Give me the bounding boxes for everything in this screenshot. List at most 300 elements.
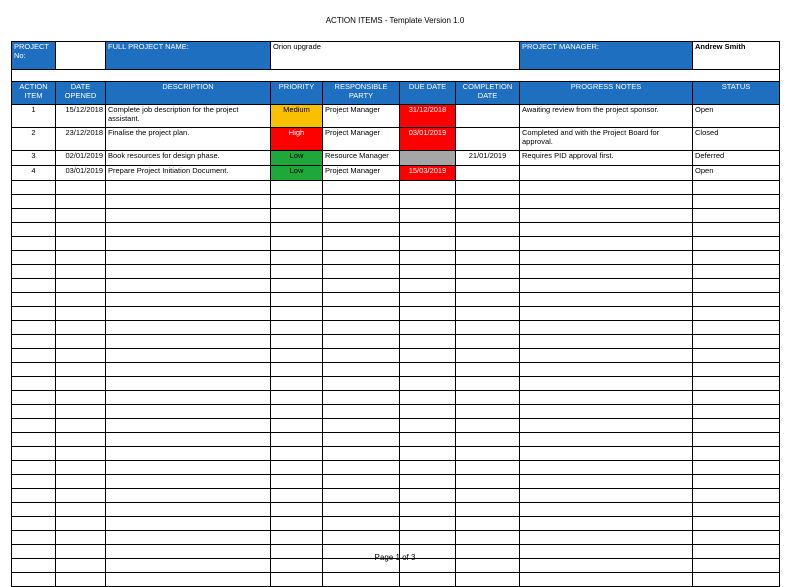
empty-cell[interactable] — [520, 321, 693, 335]
empty-cell[interactable] — [323, 475, 400, 489]
empty-cell[interactable] — [56, 279, 106, 293]
empty-cell[interactable] — [323, 293, 400, 307]
empty-cell[interactable] — [520, 489, 693, 503]
empty-cell[interactable] — [456, 405, 520, 419]
empty-cell[interactable] — [106, 335, 271, 349]
empty-cell[interactable] — [106, 279, 271, 293]
cell-item[interactable]: 1 — [12, 105, 56, 128]
cell-completion[interactable] — [456, 128, 520, 151]
empty-table-row — [12, 461, 780, 475]
empty-cell[interactable] — [106, 251, 271, 265]
cell-opened[interactable]: 02/01/2019 — [56, 151, 106, 166]
empty-cell[interactable] — [56, 349, 106, 363]
empty-cell[interactable] — [12, 489, 56, 503]
spacer-row — [12, 70, 780, 82]
empty-cell[interactable] — [693, 237, 780, 251]
empty-cell[interactable] — [400, 363, 456, 377]
empty-cell[interactable] — [12, 475, 56, 489]
empty-cell[interactable] — [400, 433, 456, 447]
empty-cell[interactable] — [12, 293, 56, 307]
cell-opened[interactable]: 03/01/2019 — [56, 166, 106, 181]
cell-description[interactable]: Prepare Project Initiation Document. — [106, 166, 271, 181]
cell-completion[interactable] — [456, 166, 520, 181]
empty-cell[interactable] — [271, 307, 323, 321]
empty-cell[interactable] — [323, 349, 400, 363]
empty-cell[interactable] — [271, 279, 323, 293]
cell-status[interactable]: Open — [693, 105, 780, 128]
empty-cell[interactable] — [456, 433, 520, 447]
empty-cell[interactable] — [271, 517, 323, 531]
empty-cell[interactable] — [520, 279, 693, 293]
empty-cell[interactable] — [323, 461, 400, 475]
empty-cell[interactable] — [271, 475, 323, 489]
empty-table-row — [12, 433, 780, 447]
empty-cell[interactable] — [56, 195, 106, 209]
cell-priority[interactable]: Medium — [271, 105, 323, 128]
empty-cell[interactable] — [323, 321, 400, 335]
cell-item[interactable]: 3 — [12, 151, 56, 166]
empty-cell[interactable] — [400, 265, 456, 279]
empty-cell[interactable] — [400, 335, 456, 349]
empty-table-row — [12, 293, 780, 307]
col-due-date: DUE DATE — [400, 82, 456, 105]
empty-cell[interactable] — [400, 195, 456, 209]
empty-cell[interactable] — [400, 447, 456, 461]
empty-cell[interactable] — [323, 335, 400, 349]
table-row — [12, 151, 780, 166]
empty-cell[interactable] — [106, 195, 271, 209]
empty-cell[interactable] — [271, 293, 323, 307]
empty-cell[interactable] — [106, 489, 271, 503]
empty-cell[interactable] — [12, 391, 56, 405]
empty-cell[interactable] — [106, 307, 271, 321]
empty-cell[interactable] — [520, 363, 693, 377]
cell-status[interactable]: Open — [693, 166, 780, 181]
cell-item[interactable]: 2 — [12, 128, 56, 151]
empty-cell[interactable] — [106, 209, 271, 223]
empty-cell[interactable] — [271, 195, 323, 209]
empty-cell[interactable] — [271, 377, 323, 391]
cell-priority[interactable]: Low — [271, 166, 323, 181]
empty-cell[interactable] — [56, 475, 106, 489]
empty-cell[interactable] — [106, 237, 271, 251]
empty-cell[interactable] — [323, 195, 400, 209]
empty-cell[interactable] — [56, 517, 106, 531]
empty-cell[interactable] — [271, 461, 323, 475]
empty-cell[interactable] — [106, 265, 271, 279]
cell-status[interactable]: Closed — [693, 128, 780, 151]
empty-cell[interactable] — [400, 517, 456, 531]
empty-cell[interactable] — [12, 265, 56, 279]
empty-cell[interactable] — [56, 461, 106, 475]
empty-cell[interactable] — [520, 461, 693, 475]
empty-cell[interactable] — [400, 237, 456, 251]
empty-cell[interactable] — [12, 405, 56, 419]
empty-cell[interactable] — [693, 321, 780, 335]
empty-cell[interactable] — [271, 251, 323, 265]
empty-cell[interactable] — [520, 209, 693, 223]
empty-cell[interactable] — [693, 503, 780, 517]
cell-opened[interactable]: 15/12/2018 — [56, 105, 106, 128]
empty-cell[interactable] — [12, 335, 56, 349]
empty-cell[interactable] — [520, 349, 693, 363]
project-no-value[interactable] — [56, 42, 106, 70]
cell-priority[interactable]: High — [271, 128, 323, 151]
empty-cell[interactable] — [56, 307, 106, 321]
empty-cell[interactable] — [56, 405, 106, 419]
empty-cell[interactable] — [520, 391, 693, 405]
cell-due[interactable]: 31/12/2018 — [400, 105, 456, 128]
empty-cell[interactable] — [456, 391, 520, 405]
empty-cell[interactable] — [400, 461, 456, 475]
empty-cell[interactable] — [323, 531, 400, 545]
empty-cell[interactable] — [106, 433, 271, 447]
empty-cell[interactable] — [456, 265, 520, 279]
empty-cell[interactable] — [456, 447, 520, 461]
empty-cell[interactable] — [693, 475, 780, 489]
empty-cell[interactable] — [456, 209, 520, 223]
empty-cell[interactable] — [106, 349, 271, 363]
cell-priority[interactable]: Low — [271, 151, 323, 166]
cell-notes[interactable]: Awaiting review from the project sponsor. — [520, 105, 693, 128]
cell-due[interactable]: 15/03/2019 — [400, 166, 456, 181]
empty-cell[interactable] — [106, 391, 271, 405]
empty-cell[interactable] — [456, 461, 520, 475]
empty-cell[interactable] — [520, 433, 693, 447]
project-manager-value[interactable]: Andrew Smith — [693, 42, 780, 70]
empty-cell[interactable] — [323, 377, 400, 391]
empty-cell[interactable] — [520, 307, 693, 321]
empty-cell[interactable] — [693, 405, 780, 419]
col-responsible-party: RESPONSIBLE PARTY — [323, 82, 400, 105]
empty-cell[interactable] — [56, 391, 106, 405]
empty-cell[interactable] — [106, 293, 271, 307]
full-project-name-value[interactable]: Orion upgrade — [271, 42, 520, 70]
empty-cell[interactable] — [12, 363, 56, 377]
cell-completion[interactable]: 21/01/2019 — [456, 151, 520, 166]
empty-cell[interactable] — [456, 237, 520, 251]
empty-cell[interactable] — [693, 279, 780, 293]
empty-cell[interactable] — [56, 237, 106, 251]
empty-cell[interactable] — [56, 293, 106, 307]
cell-notes[interactable]: Requires PID approval first. — [520, 151, 693, 166]
empty-cell[interactable] — [323, 405, 400, 419]
empty-cell[interactable] — [693, 335, 780, 349]
cell-status[interactable]: Deferred — [693, 151, 780, 166]
empty-cell[interactable] — [456, 475, 520, 489]
empty-cell[interactable] — [271, 503, 323, 517]
empty-cell[interactable] — [12, 307, 56, 321]
empty-cell[interactable] — [12, 209, 56, 223]
empty-cell[interactable] — [12, 279, 56, 293]
empty-cell[interactable] — [12, 433, 56, 447]
empty-table-row — [12, 377, 780, 391]
empty-cell[interactable] — [56, 321, 106, 335]
empty-cell[interactable] — [323, 391, 400, 405]
empty-cell[interactable] — [323, 279, 400, 293]
empty-cell[interactable] — [693, 181, 780, 195]
empty-cell[interactable] — [56, 377, 106, 391]
cell-description[interactable]: Finalise the project plan. — [106, 128, 271, 151]
empty-cell[interactable] — [456, 517, 520, 531]
empty-cell[interactable] — [56, 251, 106, 265]
empty-cell[interactable] — [400, 223, 456, 237]
empty-cell[interactable] — [271, 321, 323, 335]
empty-cell[interactable] — [56, 363, 106, 377]
empty-cell[interactable] — [456, 279, 520, 293]
empty-cell[interactable] — [456, 573, 520, 587]
empty-cell[interactable] — [456, 293, 520, 307]
empty-cell[interactable] — [456, 181, 520, 195]
empty-cell[interactable] — [56, 209, 106, 223]
empty-table-row — [12, 363, 780, 377]
empty-cell[interactable] — [400, 307, 456, 321]
empty-cell[interactable] — [693, 363, 780, 377]
cell-party[interactable]: Project Manager — [323, 128, 400, 151]
empty-cell[interactable] — [693, 293, 780, 307]
empty-cell[interactable] — [693, 307, 780, 321]
empty-cell[interactable] — [520, 181, 693, 195]
cell-party[interactable]: Project Manager — [323, 166, 400, 181]
empty-cell[interactable] — [400, 209, 456, 223]
empty-cell[interactable] — [323, 363, 400, 377]
empty-cell[interactable] — [106, 405, 271, 419]
empty-cell[interactable] — [400, 279, 456, 293]
empty-cell[interactable] — [271, 489, 323, 503]
empty-cell[interactable] — [693, 265, 780, 279]
empty-table-row — [12, 307, 780, 321]
empty-cell[interactable] — [12, 321, 56, 335]
empty-cell[interactable] — [271, 433, 323, 447]
empty-cell[interactable] — [520, 517, 693, 531]
empty-cell[interactable] — [271, 237, 323, 251]
empty-cell[interactable] — [323, 265, 400, 279]
empty-cell[interactable] — [271, 349, 323, 363]
empty-cell[interactable] — [693, 209, 780, 223]
empty-cell[interactable] — [456, 307, 520, 321]
empty-cell[interactable] — [323, 251, 400, 265]
cell-party[interactable]: Project Manager — [323, 105, 400, 128]
empty-cell[interactable] — [400, 489, 456, 503]
empty-cell[interactable] — [520, 377, 693, 391]
empty-cell[interactable] — [520, 475, 693, 489]
empty-cell[interactable] — [271, 265, 323, 279]
empty-cell[interactable] — [520, 251, 693, 265]
empty-cell[interactable] — [456, 489, 520, 503]
empty-cell[interactable] — [520, 195, 693, 209]
empty-cell[interactable] — [56, 419, 106, 433]
table-row — [12, 128, 780, 151]
empty-cell[interactable] — [56, 447, 106, 461]
empty-cell[interactable] — [456, 531, 520, 545]
cell-notes[interactable] — [520, 166, 693, 181]
empty-cell[interactable] — [693, 573, 780, 587]
empty-cell[interactable] — [400, 503, 456, 517]
empty-cell[interactable] — [400, 349, 456, 363]
empty-cell[interactable] — [323, 237, 400, 251]
cell-item[interactable]: 4 — [12, 166, 56, 181]
empty-cell[interactable] — [693, 517, 780, 531]
empty-cell[interactable] — [106, 461, 271, 475]
cell-description[interactable]: Book resources for design phase. — [106, 151, 271, 166]
empty-cell[interactable] — [323, 573, 400, 587]
empty-cell[interactable] — [12, 461, 56, 475]
empty-cell[interactable] — [271, 223, 323, 237]
empty-cell[interactable] — [12, 349, 56, 363]
empty-cell[interactable] — [693, 531, 780, 545]
empty-cell[interactable] — [271, 447, 323, 461]
empty-cell[interactable] — [693, 391, 780, 405]
empty-cell[interactable] — [400, 405, 456, 419]
empty-cell[interactable] — [56, 433, 106, 447]
empty-cell[interactable] — [400, 377, 456, 391]
empty-cell[interactable] — [323, 433, 400, 447]
empty-cell[interactable] — [400, 391, 456, 405]
empty-cell[interactable] — [56, 489, 106, 503]
full-project-name-label: FULL PROJECT NAME: — [106, 42, 271, 70]
empty-cell[interactable] — [106, 475, 271, 489]
empty-cell[interactable] — [106, 321, 271, 335]
empty-cell[interactable] — [456, 419, 520, 433]
empty-cell[interactable] — [400, 181, 456, 195]
empty-cell[interactable] — [56, 223, 106, 237]
empty-cell[interactable] — [520, 265, 693, 279]
empty-cell[interactable] — [693, 377, 780, 391]
empty-cell[interactable] — [693, 251, 780, 265]
empty-cell[interactable] — [520, 223, 693, 237]
empty-cell[interactable] — [271, 531, 323, 545]
empty-table-row — [12, 489, 780, 503]
empty-cell[interactable] — [12, 573, 56, 587]
empty-cell[interactable] — [12, 517, 56, 531]
empty-cell[interactable] — [56, 503, 106, 517]
empty-cell[interactable] — [456, 335, 520, 349]
empty-cell[interactable] — [520, 503, 693, 517]
empty-table-row — [12, 223, 780, 237]
empty-cell[interactable] — [106, 419, 271, 433]
empty-cell[interactable] — [693, 195, 780, 209]
empty-cell[interactable] — [271, 181, 323, 195]
empty-cell[interactable] — [56, 573, 106, 587]
empty-cell[interactable] — [271, 391, 323, 405]
empty-cell[interactable] — [271, 405, 323, 419]
empty-table-row — [12, 279, 780, 293]
empty-table-row — [12, 503, 780, 517]
cell-opened[interactable]: 23/12/2018 — [56, 128, 106, 151]
empty-cell[interactable] — [106, 573, 271, 587]
empty-cell[interactable] — [520, 419, 693, 433]
empty-cell[interactable] — [400, 573, 456, 587]
empty-cell[interactable] — [693, 349, 780, 363]
empty-cell[interactable] — [456, 503, 520, 517]
empty-cell[interactable] — [106, 377, 271, 391]
empty-cell[interactable] — [456, 321, 520, 335]
empty-cell[interactable] — [271, 335, 323, 349]
empty-cell[interactable] — [456, 223, 520, 237]
empty-cell[interactable] — [12, 251, 56, 265]
empty-cell[interactable] — [106, 531, 271, 545]
empty-cell[interactable] — [12, 419, 56, 433]
cell-due[interactable] — [400, 151, 456, 166]
cell-notes[interactable]: Completed and with the Project Board for approval. — [520, 128, 693, 151]
empty-cell[interactable] — [400, 251, 456, 265]
empty-cell[interactable] — [693, 433, 780, 447]
empty-cell[interactable] — [56, 181, 106, 195]
empty-cell[interactable] — [323, 517, 400, 531]
empty-cell[interactable] — [520, 405, 693, 419]
empty-cell[interactable] — [693, 419, 780, 433]
empty-cell[interactable] — [693, 489, 780, 503]
empty-cell[interactable] — [56, 265, 106, 279]
empty-cell[interactable] — [106, 181, 271, 195]
cell-due[interactable]: 03/01/2019 — [400, 128, 456, 151]
empty-cell[interactable] — [323, 447, 400, 461]
empty-cell[interactable] — [106, 363, 271, 377]
empty-cell[interactable] — [456, 363, 520, 377]
empty-cell[interactable] — [12, 447, 56, 461]
empty-cell[interactable] — [12, 195, 56, 209]
empty-cell[interactable] — [520, 573, 693, 587]
empty-cell[interactable] — [693, 447, 780, 461]
empty-cell[interactable] — [323, 209, 400, 223]
empty-cell[interactable] — [323, 181, 400, 195]
empty-cell[interactable] — [106, 223, 271, 237]
empty-cell[interactable] — [12, 503, 56, 517]
cell-completion[interactable] — [456, 105, 520, 128]
empty-cell[interactable] — [12, 531, 56, 545]
col-description: DESCRIPTION — [106, 82, 271, 105]
empty-cell[interactable] — [400, 531, 456, 545]
empty-cell[interactable] — [56, 335, 106, 349]
empty-cell[interactable] — [400, 419, 456, 433]
empty-cell[interactable] — [520, 447, 693, 461]
empty-cell[interactable] — [323, 223, 400, 237]
empty-cell[interactable] — [323, 307, 400, 321]
empty-cell[interactable] — [323, 419, 400, 433]
empty-cell[interactable] — [520, 335, 693, 349]
empty-cell[interactable] — [12, 237, 56, 251]
empty-cell[interactable] — [323, 489, 400, 503]
empty-cell[interactable] — [456, 195, 520, 209]
col-status: STATUS — [693, 82, 780, 105]
empty-cell[interactable] — [520, 531, 693, 545]
empty-cell[interactable] — [456, 377, 520, 391]
cell-party[interactable]: Resource Manager — [323, 151, 400, 166]
empty-cell[interactable] — [400, 321, 456, 335]
empty-cell[interactable] — [271, 419, 323, 433]
empty-cell[interactable] — [106, 447, 271, 461]
empty-cell[interactable] — [456, 349, 520, 363]
empty-cell[interactable] — [456, 251, 520, 265]
empty-cell[interactable] — [520, 237, 693, 251]
empty-cell[interactable] — [400, 293, 456, 307]
empty-cell[interactable] — [400, 475, 456, 489]
empty-cell[interactable] — [12, 223, 56, 237]
empty-cell[interactable] — [693, 461, 780, 475]
empty-cell[interactable] — [106, 517, 271, 531]
empty-cell[interactable] — [56, 531, 106, 545]
empty-cell[interactable] — [106, 503, 271, 517]
empty-cell[interactable] — [693, 223, 780, 237]
cell-description[interactable]: Complete job description for the project assistant. — [106, 105, 271, 128]
empty-cell[interactable] — [12, 377, 56, 391]
empty-cell[interactable] — [271, 573, 323, 587]
empty-cell[interactable] — [271, 363, 323, 377]
empty-cell[interactable] — [520, 293, 693, 307]
empty-cell[interactable] — [12, 181, 56, 195]
empty-cell[interactable] — [271, 209, 323, 223]
empty-cell[interactable] — [323, 503, 400, 517]
